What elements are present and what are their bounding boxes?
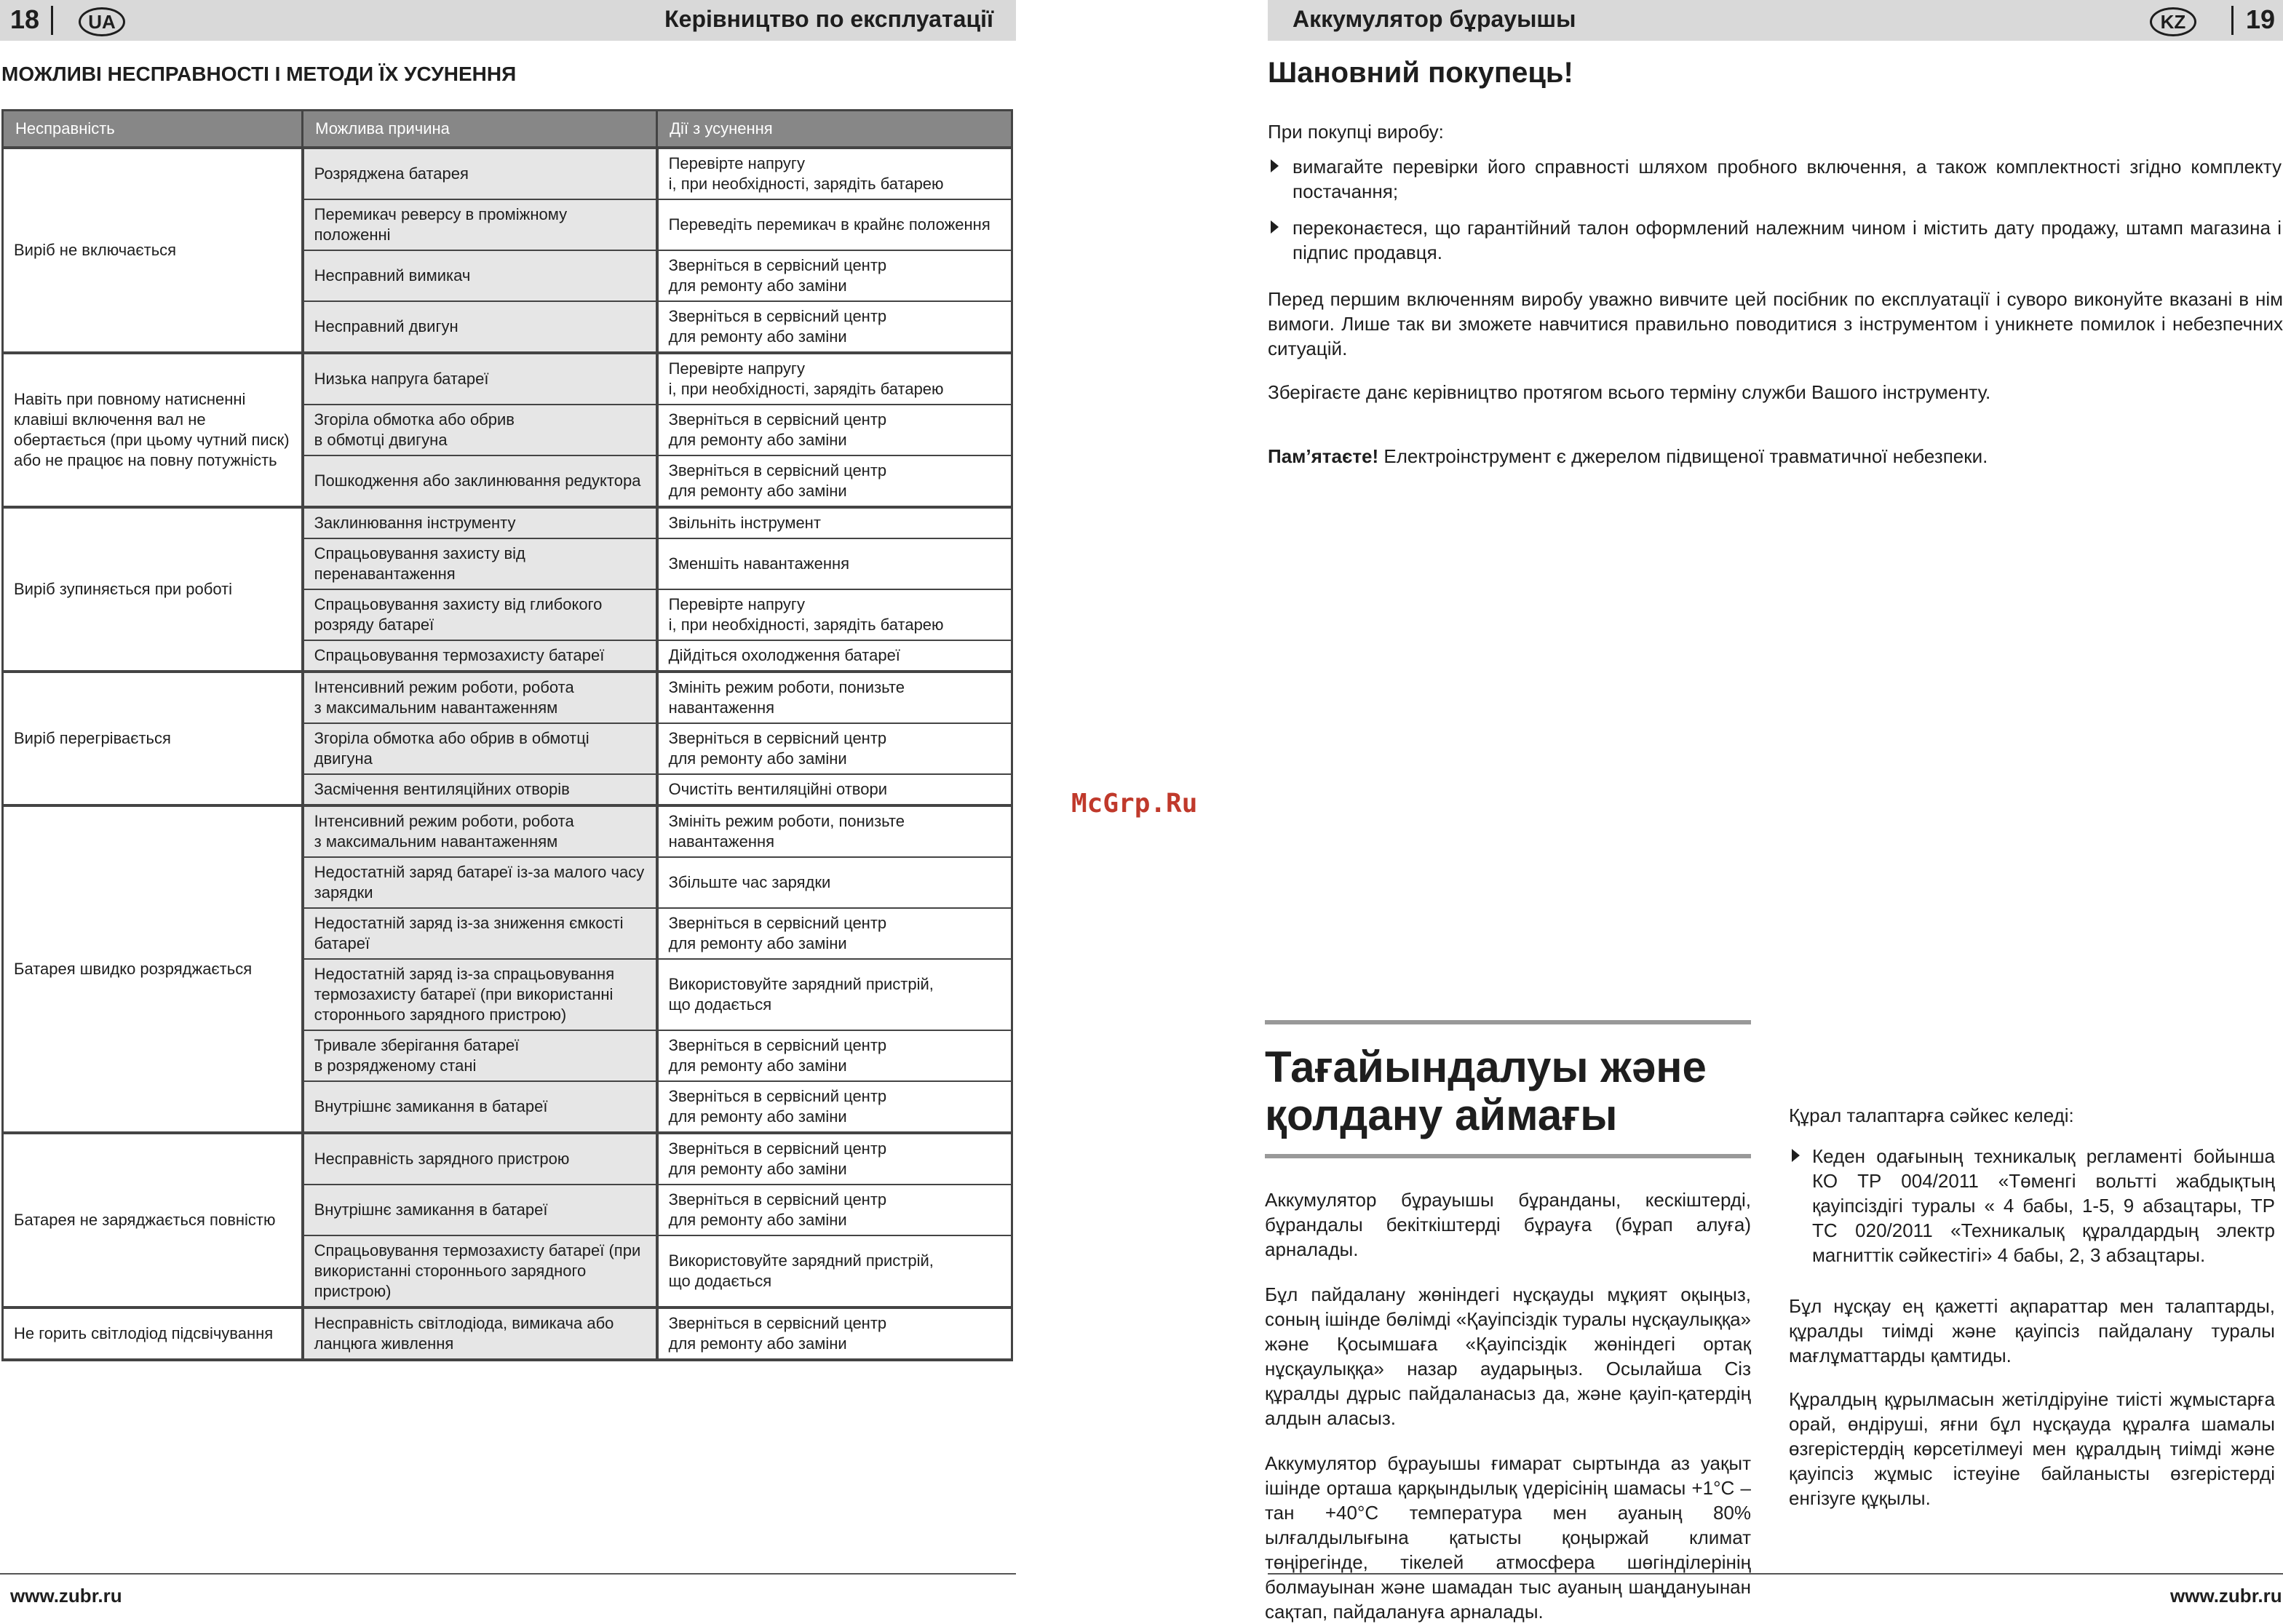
action-cell: Збільште час зарядки bbox=[657, 857, 1012, 908]
action-cell: Перевірте напругу і, при необхідності, зарядіть батарею bbox=[657, 353, 1012, 405]
cause-cell: Інтенсивний режим роботи, робота з максимальним навантаженням bbox=[303, 805, 657, 857]
cause-cell: Недостатній заряд із-за спрацьовування термозахисту батареї (при використанні стороннього зарядного пристрою) bbox=[303, 959, 657, 1030]
right-footer-url[interactable]: www.zubr.ru bbox=[2170, 1585, 2282, 1607]
action-cell: Зверніться в сервісний центр для ремонту або заміни bbox=[657, 1307, 1012, 1360]
fault-cell: Батарея швидко розряджається bbox=[3, 805, 303, 1133]
cause-cell: Низька напруга батареї bbox=[303, 353, 657, 405]
col-header-cause: Можлива причина bbox=[303, 111, 657, 148]
cause-cell: Згоріла обмотка або обрив в обмотці двигуна bbox=[303, 723, 657, 774]
intro-text: При покупці виробу: bbox=[1268, 121, 1444, 143]
left-header-divider bbox=[51, 6, 53, 35]
bullet-icon bbox=[1792, 1149, 1800, 1162]
table-row bbox=[3, 1307, 1012, 1360]
fault-cell: Не горить світлодіод підсвічування bbox=[3, 1307, 303, 1360]
right-page-number: 19 bbox=[2246, 4, 2276, 34]
left-page-number: 18 bbox=[10, 4, 40, 34]
section-title: МОЖЛИВІ НЕСПРАВНОСТІ І МЕТОДИ ЇХ УСУНЕННЯ bbox=[1, 63, 517, 85]
bullet-icon bbox=[1271, 220, 1279, 234]
right-footer-line bbox=[1268, 1573, 2283, 1575]
action-cell: Зверніться в сервісний центр для ремонту або заміни bbox=[657, 1081, 1012, 1133]
cause-cell: Тривале зберігання батареї в розрядженому стані bbox=[303, 1030, 657, 1081]
action-cell: Зверніться в сервісний центр для ремонту або заміни bbox=[657, 250, 1012, 301]
col-header-action: Дії з усунення bbox=[657, 111, 1012, 148]
cause-cell: Несправний вимикач bbox=[303, 250, 657, 301]
remember-label: Пам’ятаєте! bbox=[1268, 445, 1379, 467]
kz-col2-intro: Құрал талаптарға сәйкес келеді: bbox=[1789, 1104, 2074, 1126]
kz-col2-p1: Бұл нұсқау ең қажетті ақпараттар мен талаптарды, құралды тиімді және қауіпсіз пайдалану туралы мағлұматтарды қамтиды. bbox=[1789, 1295, 2275, 1366]
action-cell: Переведіть перемикач в крайнє положення bbox=[657, 199, 1012, 250]
table-row bbox=[3, 148, 1012, 199]
table-row bbox=[3, 1133, 1012, 1185]
kz-col2-p2: Құралдың құрылмасын жетілдіруіне тиісті жұмыстарға орай, өндіруші, яғни бұл нұсқауда құралға шамалы өзгерістердің көрсетілмеуі мен құралдың тиімді және қауіпсіз жұмыс істеуіне байланысты өзгерістерді енгізуге құқылы. bbox=[1789, 1388, 2275, 1509]
cause-cell: Недостатній заряд батареї із-за малого часу зарядки bbox=[303, 857, 657, 908]
cause-cell: Інтенсивний режим роботи, робота з максимальним навантаженням bbox=[303, 672, 657, 723]
table-row bbox=[3, 353, 1012, 405]
cause-cell: Спрацьовування захисту від глибокого розряду батареї bbox=[303, 589, 657, 640]
cause-cell: Недостатній заряд із-за зниження ємкості батареї bbox=[303, 908, 657, 959]
action-cell: Перевірте напругу і, при необхідності, зарядіть батарею bbox=[657, 148, 1012, 199]
cause-cell: Засмічення вентиляційних отворів bbox=[303, 774, 657, 805]
action-cell: Зверніться в сервісний центр для ремонту або заміни bbox=[657, 1030, 1012, 1081]
action-cell: Зверніться в сервісний центр для ремонту або заміни bbox=[657, 1185, 1012, 1235]
action-cell: Дійдіться охолодження батареї bbox=[657, 640, 1012, 672]
action-cell: Змініть режим роботи, понизьте навантаження bbox=[657, 672, 1012, 723]
remember-note bbox=[1268, 444, 2283, 469]
cause-cell: Несправний двигун bbox=[303, 301, 657, 353]
action-cell: Використовуйте зарядний пристрій, що додається bbox=[657, 959, 1012, 1030]
right-header-divider bbox=[2231, 6, 2234, 35]
cause-cell: Розряджена батарея bbox=[303, 148, 657, 199]
bullet-2: переконаєтеся, що гарантійний талон оформлений належним чином і містить дату продажу, штамп магазина і підпис продавця. bbox=[1293, 217, 2282, 263]
action-cell: Змініть режим роботи, понизьте навантаження bbox=[657, 805, 1012, 857]
bullet-1: вимагайте перевірки його справності шляхом пробного включення, а також комплектності згідно комплекту постачання; bbox=[1293, 156, 2282, 202]
right-header-title: Аккумулятор бұрауышы bbox=[1293, 6, 1576, 32]
right-page-title: Шановний покупець! bbox=[1268, 57, 1573, 89]
action-cell: Очистіть вентиляційні отвори bbox=[657, 774, 1012, 805]
kz-col1-p3: Аккумулятор бұрауышы ғимарат сыртында аз уақыт ішінде орташа қарқындылық үдерісінің шамасы +1°С –тан +40°С температура мен ауаның 80% ылғалдылығына қатысты қоңыржай климат төңірегінде, тікелей атмосфера шөгінділерінің болмауынан және шамадан тыс ауаның шаңдануынан сақтап, пайдалануға арналады. bbox=[1265, 1452, 1751, 1623]
cause-cell: Внутрішнє замикання в батареї bbox=[303, 1081, 657, 1133]
paragraph-1: Перед першим включенням виробу уважно вивчите цей посібник по експлуатації і суворо виконуйте вказані в нім вимоги. Лише так ви зможете навчитися правильно поводитися з інструментом і уникнете помилок і небезпечних ситуацій. bbox=[1268, 288, 2283, 359]
troubleshooting-table bbox=[1, 109, 1013, 1361]
fault-cell: Батарея не заряджається повністю bbox=[3, 1133, 303, 1307]
kz-title-rule-top bbox=[1265, 1020, 1751, 1024]
cause-cell: Спрацьовування термозахисту батареї (при використанні стороннього зарядного пристрою) bbox=[303, 1235, 657, 1307]
kz-col1-p2: Бұл пайдалану жөніндегі нұсқауды мұқият оқыңыз, соның ішінде бөлімді «Қауіпсіздік туралы нұсқаулыққа» және Қосымшаға «Қауіпсіздік жөніндегі ортақ нұсқаулыққа» назар аударыңыз. Осылайша Сіз құралды дұрыс пайдаланасыз да, және қауіп-қатердің алдын аласыз. bbox=[1265, 1283, 1751, 1429]
table-row bbox=[3, 805, 1012, 857]
action-cell: Зменшіть навантаження bbox=[657, 538, 1012, 589]
fault-cell: Навіть при повному натисненні клавіші включення вал не обертається (при цьому чутний писк) або не працює на повну потужність bbox=[3, 353, 303, 507]
action-cell: Зверніться в сервісний центр для ремонту або заміни bbox=[657, 301, 1012, 353]
bullet-icon bbox=[1271, 159, 1279, 172]
cause-cell: Згоріла обмотка або обрив в обмотці двигуна bbox=[303, 405, 657, 455]
action-cell: Використовуйте зарядний пристрій, що додається bbox=[657, 1235, 1012, 1307]
kz-col2-bullet: Кеден одағының техникалық регламенті бойынша КО ТР 004/2011 «Төменгі вольтті жабдықтың қауіпсіздігі туралы « 4 бабы, 1-5, 9 абзацтары, ТР ТС 020/2011 «Техникалық құралдардың электр магниттік сәйкестігі» 4 бабы, 2, 3 абзацтары. bbox=[1812, 1145, 2275, 1266]
fault-cell: Виріб перегрівається bbox=[3, 672, 303, 805]
lang-badge-ua: UA bbox=[79, 7, 125, 36]
lang-badge-kz: KZ bbox=[2150, 7, 2196, 36]
table-row bbox=[3, 672, 1012, 723]
kz-col1-p1: Аккумулятор бұрауышы бұранданы, кескіштерді, бұрандалы бекіткіштерді бұрауға (бұрап алуға) арналады. bbox=[1265, 1189, 1751, 1260]
watermark: McGrp.Ru bbox=[1071, 789, 1198, 819]
left-footer-url[interactable]: www.zubr.ru bbox=[10, 1585, 122, 1607]
fault-cell: Виріб не включається bbox=[3, 148, 303, 353]
col-header-fault: Несправність bbox=[3, 111, 303, 148]
cause-cell: Спрацьовування термозахисту батареї bbox=[303, 640, 657, 672]
kz-title-rule-bottom bbox=[1265, 1154, 1751, 1158]
paragraph-2: Зберігаєте данє керівництво протягом всього терміну служби Вашого інструменту. bbox=[1268, 381, 1991, 403]
cause-cell: Несправність світлодіода, вимикача або ланцюга живлення bbox=[303, 1307, 657, 1360]
action-cell: Зверніться в сервісний центр для ремонту або заміни bbox=[657, 723, 1012, 774]
left-header-title: Керівництво по експлуатації bbox=[664, 6, 993, 32]
action-cell: Зверніться в сервісний центр для ремонту або заміни bbox=[657, 405, 1012, 455]
cause-cell: Перемикач реверсу в проміжному положенні bbox=[303, 199, 657, 250]
table-row bbox=[3, 507, 1012, 538]
action-cell: Перевірте напругу і, при необхідності, зарядіть батарею bbox=[657, 589, 1012, 640]
cause-cell: Несправність зарядного пристрою bbox=[303, 1133, 657, 1185]
fault-cell: Виріб зупиняється при роботі bbox=[3, 507, 303, 672]
left-footer-line bbox=[0, 1573, 1016, 1575]
kz-section-title: Тағайындалуы және қолдану аймағы bbox=[1265, 1043, 1707, 1139]
action-cell: Зверніться в сервісний центр для ремонту або заміни bbox=[657, 1133, 1012, 1185]
cause-cell: Заклинювання інструменту bbox=[303, 507, 657, 538]
action-cell: Звільніть інструмент bbox=[657, 507, 1012, 538]
remember-text: Електроінструмент є джерелом підвищеної травматичної небезпеки. bbox=[1378, 445, 1988, 467]
cause-cell: Спрацьовування захисту від перенавантаження bbox=[303, 538, 657, 589]
action-cell: Зверніться в сервісний центр для ремонту або заміни bbox=[657, 455, 1012, 507]
action-cell: Зверніться в сервісний центр для ремонту або заміни bbox=[657, 908, 1012, 959]
cause-cell: Пошкодження або заклинювання редуктора bbox=[303, 455, 657, 507]
cause-cell: Внутрішнє замикання в батареї bbox=[303, 1185, 657, 1235]
